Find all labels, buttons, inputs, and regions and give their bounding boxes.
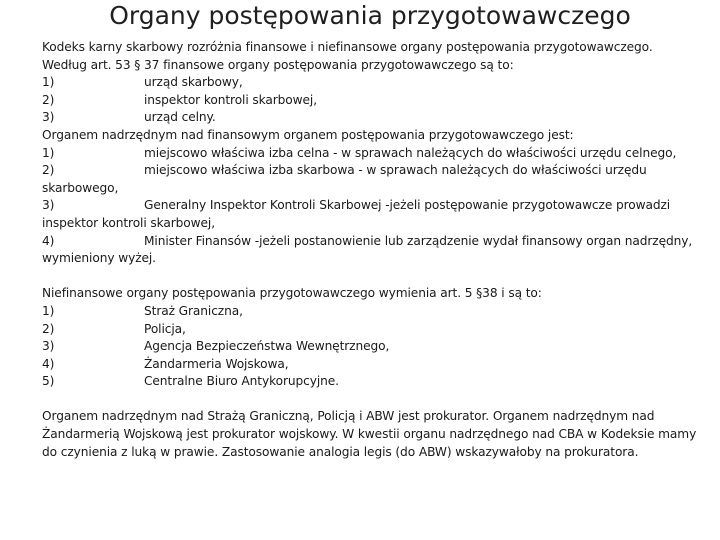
list-item-text: Żandarmeria Wojskowa, — [144, 356, 289, 371]
list-item-text: urząd celny. — [144, 110, 216, 125]
list-item-number: 5) — [42, 374, 55, 389]
list-item-number: 2) — [42, 163, 55, 178]
paragraph-spacer — [42, 268, 704, 286]
slide-body — [42, 39, 704, 461]
list-item — [42, 338, 704, 356]
list-item-text: miejscowo właściwa izba celna - w sprawach należących do właściwości urzędu celnego, — [144, 145, 677, 160]
paragraph-spacer — [42, 391, 704, 409]
list-item-number: 3) — [42, 339, 55, 354]
list-item — [42, 109, 704, 127]
list-item — [42, 373, 704, 391]
list-item-number: 4) — [42, 356, 55, 371]
list-item-number: 2) — [42, 321, 55, 336]
list-item — [42, 356, 704, 374]
list-item-number: 4) — [42, 233, 55, 248]
list-item — [42, 74, 704, 92]
list-item-text: Agencja Bezpieczeństwa Wewnętrznego, — [144, 339, 390, 354]
list-item — [42, 145, 704, 163]
list-item-number: 3) — [42, 110, 55, 125]
section2-heading: Organem nadrzędnym nad finansowym organem postępowania przygotowawczego jest: — [42, 127, 574, 142]
list-item — [42, 303, 704, 321]
closing-paragraph: Organem nadrzędnym nad Strażą Graniczną, Policją i ABW jest prokurator. Organem nadrzędnym nad Żandarmerią Wojskową jest prokurator wojskowy. W kwestii organu nadrzędnego nad CBA w Kodeksie mamy do czynienia z luką w prawie. Zastosowanie analogia legis (do ABW) wskazywałoby na prokuratora. — [42, 409, 697, 459]
list-item — [42, 92, 704, 110]
list-item-number: 2) — [42, 92, 55, 107]
list-item-text: Straż Graniczna, — [144, 303, 243, 318]
slide-title: Organy postępowania przygotowawczego — [109, 1, 631, 30]
list-item — [42, 233, 704, 268]
list-item-text: urząd skarbowy, — [144, 75, 243, 90]
list-item-number: 1) — [42, 303, 55, 318]
list-item-number: 1) — [42, 75, 55, 90]
list-item-text: Policja, — [144, 321, 186, 336]
list-item — [42, 162, 704, 197]
list-item-text: Minister Finansów -jeżeli postanowienie lub zarządzenie wydał finansowy organ nadrzędny, wymieniony wyżej. — [42, 233, 693, 266]
list-item-text: Generalny Inspektor Kontroli Skarbowej -jeżeli postępowanie przygotowawcze prowadzi inspektor kontroli skarbowej, — [42, 198, 671, 230]
list-item — [42, 321, 704, 339]
list-item — [42, 197, 704, 232]
list-item-text: inspektor kontroli skarbowej, — [144, 92, 317, 107]
intro-text: Kodeks karny skarbowy rozróżnia finansowe i niefinansowe organy postępowania przygotowawczego. — [42, 40, 653, 54]
list-item-text: miejscowo właściwa izba skarbowa - w sprawach należących do właściwości urzędu skarbowego, — [42, 163, 647, 195]
list-item-number: 3) — [42, 198, 55, 213]
list-item-text: Centralne Biuro Antykorupcyjne. — [144, 374, 339, 389]
section1-heading: Według art. 53 § 37 finansowe organy postępowania przygotowawczego są to: — [42, 57, 514, 72]
list-item-number: 1) — [42, 145, 55, 160]
section3-heading: Niefinansowe organy postępowania przygotowawczego wymienia art. 5 §38 i są to: — [42, 286, 542, 301]
